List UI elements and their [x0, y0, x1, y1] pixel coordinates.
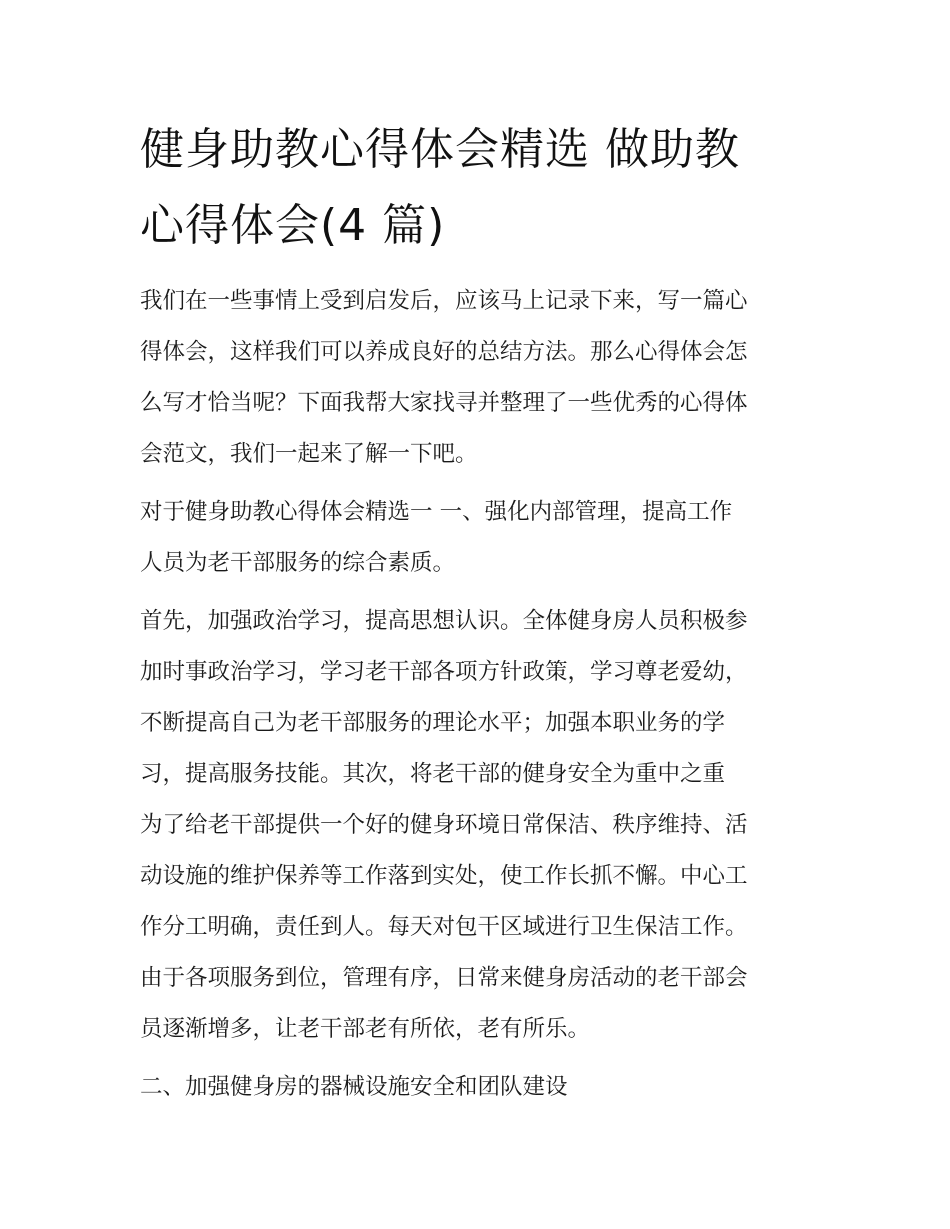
text-line: 加时事政治学习，学习老干部各项方针政策，学习尊老爱幼， — [140, 659, 748, 685]
paragraph-section-1-body — [140, 604, 830, 1063]
title-line-2: 心得体会(4 篇) — [140, 200, 446, 251]
text-line: 员逐渐增多，让老干部老有所依，老有所乐。 — [140, 1016, 591, 1042]
paragraph-section-2-heading — [140, 1070, 830, 1121]
paragraph-intro — [140, 284, 830, 488]
text-line: 作分工明确，责任到人。每天对包干区域进行卫生保洁工作。 — [140, 914, 748, 940]
text-line: 人员为老干部服务的综合素质。 — [140, 550, 456, 576]
paragraph-section-1-heading — [140, 495, 830, 597]
text-line: 二、加强健身房的器械设施安全和团队建设 — [140, 1074, 568, 1100]
title-line-1: 健身助教心得体会精选 做助教 — [140, 124, 740, 175]
text-line: 为了给老干部提供一个好的健身环境日常保洁、秩序维持、活 — [140, 812, 748, 838]
text-line: 不断提高自己为老干部服务的理论水平；加强本职业务的学 — [140, 710, 726, 736]
text-line: 由于各项服务到位，管理有序，日常来健身房活动的老干部会 — [140, 965, 748, 991]
document-body — [140, 284, 830, 1128]
text-line: 我们在一些事情上受到启发后，应该马上记录下来，写一篇心 — [140, 288, 748, 314]
text-line: 首先，加强政治学习，提高思想认识。全体健身房人员积极参 — [140, 608, 748, 634]
text-line: 会范文，我们一起来了解一下吧。 — [140, 441, 478, 467]
text-line: 习，提高服务技能。其次，将老干部的健身安全为重中之重 — [140, 761, 726, 787]
text-line: 得体会，这样我们可以养成良好的总结方法。那么心得体会怎 — [140, 339, 748, 365]
text-line: 对于健身助教心得体会精选一 一、强化内部管理，提高工作 — [140, 499, 733, 525]
text-line: 动设施的维护保养等工作落到实处，使工作长抓不懈。中心工 — [140, 863, 748, 889]
text-line: 么写才恰当呢？下面我帮大家找寻并整理了一些优秀的心得体 — [140, 390, 748, 416]
document-title — [140, 112, 830, 264]
